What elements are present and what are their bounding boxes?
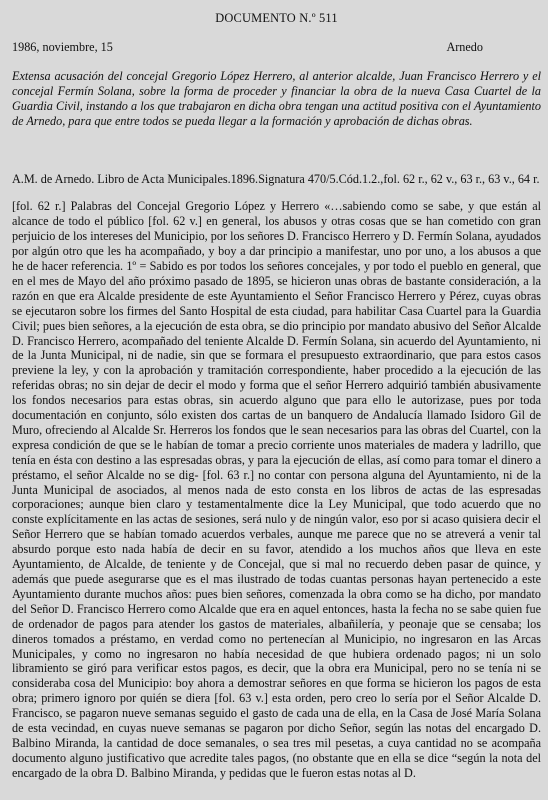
date-place-row: [12, 40, 541, 55]
document-place: Arnedo: [446, 39, 483, 54]
document-title: DOCUMENTO N.º 511: [215, 11, 338, 25]
archive-reference: A.M. de Arnedo. Libro de Acta Municipales.1896.Signatura 470/5.Cód.1.2.,fol. 62 r., 62 v., 63 r., 63 v., 64 r.: [12, 172, 540, 187]
document-body: [fol. 62 r.] Palabras del Concejal Gregorio López y Herrero «…sabiendo como se sabe, y que están al alcance de todo el público [fol. 62 v.] en general, los abusos y otras cosas que se han cometido con gran perjuicio de los intereses del Municipio, por los señores D. Francisco Herrero y D. Fermín Solana, ayudados por algún otro que les ha acompañado, y boy a dar principio a manifestar, uno por uno, a los abusos a que he de hacer referencia. 1º = Sabido es por todos los señores concejales, y por todo el pueblo en general, que en el mes de Mayo del año próximo pasado de 1895, se hicieron unas obras de bastante consideración, a la razón en que era Alcalde presidente de este Ayuntamiento el Señor Francisco Herrero y Pérez, cuyas obras se ejecutaron sobre los firmes del Santo Hospital de esta ciudad, para habilitar Casa Cuartel para la Guardia Civil; pues bien señores, a la ejecución de esta obra, se dio principio por mandato abusivo del Señor Alcalde D. Francisco Herrero, acompañado del teniente Alcalde D. Fermín Solana, sin acuerdo del Ayuntamiento, ni de la Junta Municipal, ni de nadie, sin que se formara el presupuesto extraordinario, que para estos casos previene la ley, y con la aprobación y tramitación correspondiente, haber procedido a la ejecución de las referidas obras; no sin dejar de decir el modo y forma que el señor Herrero adquirió también abusivamente los fondos necesarios para estas obras, sin acuerdo alguno que para ello le autorizase, pues por toda documentación en conjunto, sólo existen dos cartas de un banquero de Andalucía llamado Isidoro Gil de Muro, ofreciendo al Alcalde Sr. Herreros los fondos que le sean necesarios para las obras del Cuartel, con la expresa condición de que se le habían de tomar a precio corriente unos materiales de madera y ladrillo, que tenía en ésta con destino a las espresadas obras, y para la ejecución de ellas, así como para tomar el dinero a préstamo, el señor Alcalde no se dig- [fol. 63 r.] no contar con persona alguna del Ayuntamiento, ni de la Junta Municipal de asociados, al menos nada de esto consta en los libros de actas de las espresadas corporaciones; aunque bien claro y testamentalmente dice la Ley Municipal, que todo acuerdo que no conste explícitamente en las actas de sesiones, será nulo y de ningún valor, eso por si acaso quisiera decir el Señor Herrero que se habían tomado acuerdos verbales, aunque me parece que no se atreverá a venir tal absurdo porque esto nada había de decir en su favor, atendido a los muchos años que lleva en este Ayuntamiento, de Alcalde, de teniente y de Concejal, que si mal no recuerdo deben pasar de quince, y además que puede asegurarse que es el mas ilustrado de todas cuantas personas hayan pertenecido a este Ayuntamiento durante muchos años: pues bien señores, comenzada la obra como se ha dicho, por mandato del Señor D. Francisco Herrero como Alcalde que era en aquel entonces, hasta la fecha no se sabe quien fue de ordenador de pagos para atender los gastos de materiales, albañilería, y peonaje que se censaba; los dineros tomados a préstamo, en verdad como no pertenecían al Municipio, no ingresaron en las Arcas Municipales, y como no ingresaron no había necesidad de que hubiera ordenado pagos; ni un solo libramiento se giró para verificar estos pagos, es decir, que la obra era Municipal, pero no se tenía ni se consideraba cosa del Municipio: boy ahora a demostrar señores en que forma se hicieron los pagos de esta obra; primero ignoro por quién se diera [fol. 63 v.] esta orden, pero creo lo sería por el Señor Alcalde D. Francisco, se pagaron nueve semanas seguido el gasto de cada una de ella, en la Casa de José María Solana de esta vecindad, en cuyas nueve semanas se pagaron por dicho Señor, según las notas del encargado D. Balbino Miranda, la cantidad de doce semanales, o sea tres mil pesetas, a cuya cantidad no se acompaña documento alguno justificativo que acredite tales pagos, (no obstante que en ella se dice “según la nota del encargado de la obra D. Balbino Miranda, y pedidas que le fueron estas notas al D.: [12, 199, 541, 780]
document-date: 1986, noviembre, 15: [12, 39, 113, 54]
document-summary: Extensa acusación del concejal Gregorio López Herrero, al anterior alcalde, Juan Francisco Herrero y el concejal Fermín Solana, sobre la forma de proceder y financiar la obra de la nueva Casa Cuartel de la Guardia Civil, instando a los que trabajaron en dicha obra tengan una actitud positiva con el Ayuntamiento de Arnedo, para que entre todos se pueda llegar a la formación y aprobación de dichas obras.: [12, 68, 541, 128]
